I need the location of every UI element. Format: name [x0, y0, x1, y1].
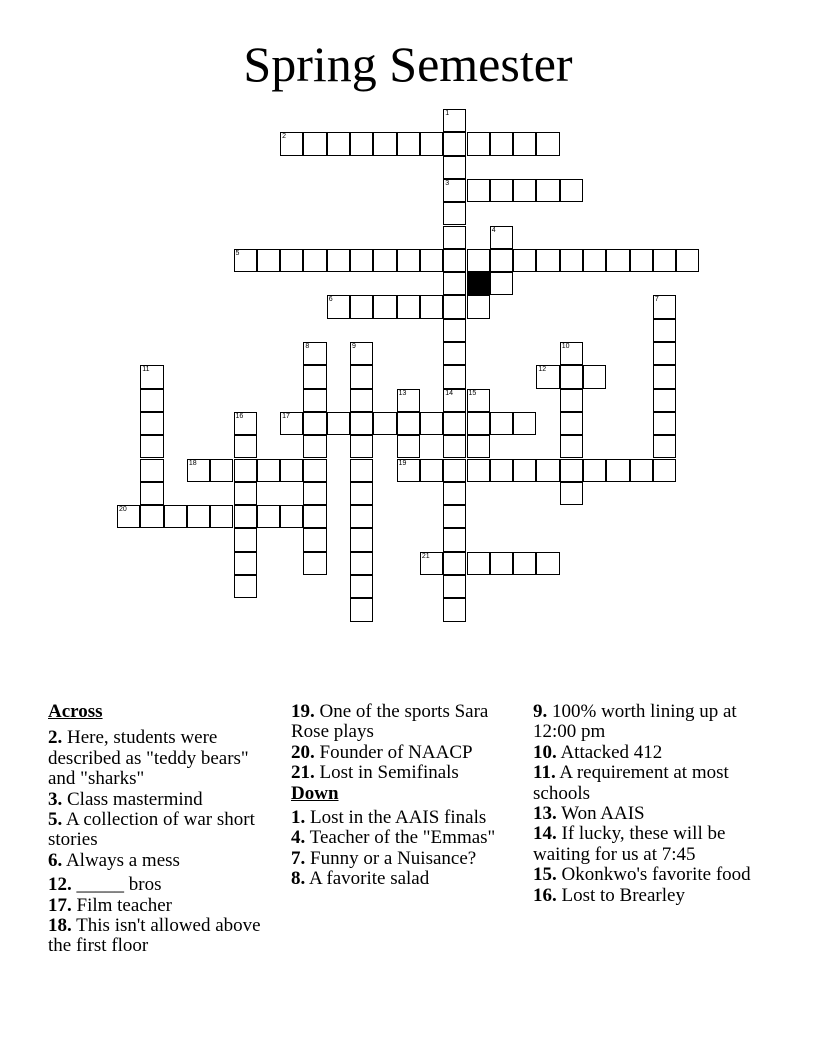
- grid-cell[interactable]: [140, 459, 163, 482]
- grid-cell-number: 16: [235, 412, 244, 420]
- grid-cell[interactable]: [443, 132, 466, 155]
- grid-cell-number: 3: [445, 179, 450, 187]
- grid-cell[interactable]: [234, 249, 257, 272]
- grid-cell[interactable]: [257, 505, 280, 528]
- grid-cell[interactable]: [303, 505, 326, 528]
- grid-cell[interactable]: [490, 226, 513, 249]
- grid-cell-number: 21: [421, 552, 430, 560]
- grid-cell[interactable]: [210, 505, 233, 528]
- grid-cell[interactable]: [443, 552, 466, 575]
- grid-cell[interactable]: [490, 272, 513, 295]
- grid-cell[interactable]: [560, 435, 583, 458]
- clue-down-14: 14. If lucky, these will be waiting for us at 7:45: [533, 823, 726, 865]
- grid-cell-number: 9: [352, 343, 356, 350]
- grid-cell[interactable]: [653, 412, 676, 435]
- grid-cell[interactable]: [350, 575, 373, 598]
- grid-cell[interactable]: [583, 249, 606, 272]
- clue-down-4: 4. Teacher of the "Emmas": [291, 827, 496, 849]
- grid-cell[interactable]: [606, 249, 629, 272]
- grid-cell-number: 2: [282, 133, 286, 141]
- grid-cell[interactable]: [676, 249, 699, 272]
- grid-cell[interactable]: [373, 295, 396, 318]
- grid-cell[interactable]: [630, 249, 653, 272]
- grid-cell[interactable]: [583, 459, 606, 482]
- grid-cell[interactable]: [234, 459, 257, 482]
- grid-cell[interactable]: [397, 412, 420, 435]
- grid-cell[interactable]: [327, 412, 350, 435]
- grid-cell[interactable]: [164, 505, 187, 528]
- grid-cell[interactable]: [513, 412, 536, 435]
- grid-cell-number: 8: [305, 343, 310, 350]
- black-block-cell: [467, 272, 490, 295]
- grid-cell[interactable]: [210, 459, 233, 482]
- grid-cell[interactable]: [350, 342, 373, 365]
- grid-cell[interactable]: [420, 132, 443, 155]
- clue-down-11: 11. A requirement at most schools: [533, 762, 729, 804]
- grid-cell[interactable]: [467, 459, 490, 482]
- grid-cell[interactable]: [443, 109, 466, 132]
- grid-cell[interactable]: [443, 528, 466, 551]
- grid-cell[interactable]: [350, 132, 373, 155]
- grid-cell[interactable]: [420, 249, 443, 272]
- grid-cell[interactable]: [443, 295, 466, 318]
- grid-cell[interactable]: [443, 179, 466, 202]
- grid-cell[interactable]: [513, 179, 536, 202]
- page-title: Spring Semester: [243, 36, 573, 92]
- grid-cell[interactable]: [467, 552, 490, 575]
- grid-cell[interactable]: [443, 156, 466, 179]
- grid-cell-number: 12: [538, 366, 547, 374]
- grid-cell[interactable]: [443, 272, 466, 295]
- across-header: Across: [48, 701, 103, 722]
- grid-cell[interactable]: [443, 365, 466, 388]
- clue-across-2: 2. Here, students were described as "teddy bears" and "sharks": [48, 727, 249, 790]
- grid-cell[interactable]: [303, 412, 326, 435]
- clue-across-20: 20. Founder of NAACP: [291, 741, 473, 763]
- grid-cell[interactable]: [140, 435, 163, 458]
- grid-cell-number: 18: [188, 459, 197, 467]
- grid-cell[interactable]: [490, 179, 513, 202]
- grid-cell[interactable]: [327, 249, 350, 272]
- grid-cell[interactable]: [560, 412, 583, 435]
- grid-cell[interactable]: [397, 389, 420, 412]
- clue-down-8: 8. A favorite salad: [291, 868, 430, 890]
- grid-cell[interactable]: [280, 132, 303, 155]
- clue-down-1: 1. Lost in the AAIS finals: [291, 807, 487, 829]
- clue-across-19: 19. One of the sports Sara Rose plays: [291, 701, 489, 743]
- grid-cell[interactable]: [350, 365, 373, 388]
- grid-cell-number: 5: [235, 249, 240, 257]
- grid-cell[interactable]: [653, 319, 676, 342]
- grid-cell[interactable]: [140, 365, 163, 388]
- grid-cell[interactable]: [536, 459, 559, 482]
- clue-down-15: 15. Okonkwo's favorite food: [533, 864, 751, 886]
- clues-column-3: [533, 702, 763, 906]
- grid-cell[interactable]: [327, 295, 350, 318]
- grid-cell-number: 10: [561, 343, 570, 350]
- grid-cell[interactable]: [560, 179, 583, 202]
- grid-cell[interactable]: [303, 249, 326, 272]
- grid-cell-number: 6: [328, 296, 333, 304]
- grid-cell[interactable]: [350, 505, 373, 528]
- grid-cell[interactable]: [373, 412, 396, 435]
- clue-down-13: 13. Won AAIS: [533, 803, 645, 825]
- grid-cell[interactable]: [420, 459, 443, 482]
- grid-cell[interactable]: [653, 389, 676, 412]
- grid-cell-number: 11: [142, 366, 150, 374]
- grid-cell[interactable]: [350, 459, 373, 482]
- grid-cell[interactable]: [257, 249, 280, 272]
- clue-across-5: 5. A collection of war short stories: [48, 809, 255, 851]
- grid-cell[interactable]: [536, 552, 559, 575]
- grid-cell[interactable]: [467, 389, 490, 412]
- clues-column-1: [48, 702, 278, 957]
- grid-cell[interactable]: [234, 575, 257, 598]
- grid-cell[interactable]: [467, 179, 490, 202]
- grid-cell[interactable]: [303, 552, 326, 575]
- grid-cell[interactable]: [303, 482, 326, 505]
- grid-cell[interactable]: [467, 249, 490, 272]
- grid-cell[interactable]: [513, 132, 536, 155]
- grid-cell[interactable]: [443, 482, 466, 505]
- grid-cell[interactable]: [560, 365, 583, 388]
- clue-down-16: 16. Lost to Brearley: [533, 884, 685, 906]
- grid-cell[interactable]: [536, 365, 559, 388]
- grid-cell[interactable]: [140, 412, 163, 435]
- clues-column-2: [291, 702, 521, 890]
- grid-cell[interactable]: [420, 295, 443, 318]
- grid-cell[interactable]: [653, 365, 676, 388]
- grid-cell[interactable]: [303, 365, 326, 388]
- grid-cell[interactable]: [420, 412, 443, 435]
- grid-cell[interactable]: [350, 435, 373, 458]
- grid-cell[interactable]: [443, 598, 466, 621]
- grid-cell[interactable]: [420, 552, 443, 575]
- grid-cell[interactable]: [397, 132, 420, 155]
- grid-cell-number: 7: [654, 296, 659, 304]
- grid-cell[interactable]: [560, 459, 583, 482]
- grid-cell[interactable]: [490, 412, 513, 435]
- grid-cell[interactable]: [490, 459, 513, 482]
- clue-down-10: 10. Attacked 412: [533, 741, 663, 763]
- grid-cell[interactable]: [490, 132, 513, 155]
- grid-cell[interactable]: [443, 342, 466, 365]
- grid-cell-number: 14: [445, 389, 453, 397]
- grid-cell[interactable]: [653, 459, 676, 482]
- clue-across-21: 21. Lost in Semifinals: [291, 762, 459, 784]
- grid-cell[interactable]: [513, 552, 536, 575]
- grid-cell[interactable]: [536, 132, 559, 155]
- grid-cell[interactable]: [140, 505, 163, 528]
- grid-cell[interactable]: [303, 389, 326, 412]
- grid-cell[interactable]: [443, 412, 466, 435]
- grid-cell[interactable]: [443, 226, 466, 249]
- grid-cell[interactable]: [350, 552, 373, 575]
- grid-cell[interactable]: [350, 528, 373, 551]
- grid-cell[interactable]: [234, 528, 257, 551]
- clue-down-7: 7. Funny or a Nuisance?: [291, 847, 477, 869]
- grid-cell-number: 17: [282, 412, 290, 420]
- clue-across-6: 6. Always a mess: [48, 849, 180, 871]
- grid-cell[interactable]: [187, 505, 210, 528]
- grid-cell[interactable]: [234, 482, 257, 505]
- grid-cell[interactable]: [280, 459, 303, 482]
- grid-cell[interactable]: [443, 319, 466, 342]
- grid-cell[interactable]: [397, 435, 420, 458]
- clue-across-18: 18. This isn't allowed above the first floor: [48, 915, 261, 957]
- grid-cell[interactable]: [303, 132, 326, 155]
- grid-cell[interactable]: [234, 505, 257, 528]
- grid-cell[interactable]: [536, 249, 559, 272]
- down-header: Down: [291, 782, 339, 804]
- grid-cell[interactable]: [350, 389, 373, 412]
- grid-cell[interactable]: [140, 482, 163, 505]
- grid-cell[interactable]: [467, 132, 490, 155]
- grid-cell[interactable]: [560, 389, 583, 412]
- grid-cell[interactable]: [583, 365, 606, 388]
- grid-cell[interactable]: [467, 412, 490, 435]
- grid-cell[interactable]: [117, 505, 140, 528]
- grid-cell[interactable]: [373, 132, 396, 155]
- grid-cell[interactable]: [327, 132, 350, 155]
- grid-cell[interactable]: [303, 528, 326, 551]
- clue-across-17: 17. Film teacher: [48, 894, 172, 916]
- grid-cell[interactable]: [234, 552, 257, 575]
- grid-cell[interactable]: [443, 459, 466, 482]
- grid-cell[interactable]: [187, 459, 210, 482]
- grid-cell[interactable]: [280, 505, 303, 528]
- grid-cell[interactable]: [443, 575, 466, 598]
- grid-cell[interactable]: [443, 202, 466, 225]
- grid-cell[interactable]: [303, 435, 326, 458]
- grid-cell[interactable]: [490, 552, 513, 575]
- grid-cell[interactable]: [630, 459, 653, 482]
- clue-down-9: 9. 100% worth lining up at 12:00 pm: [533, 701, 737, 743]
- grid-cell-number: 15: [468, 389, 477, 397]
- grid-cell-number: 13: [398, 389, 407, 397]
- grid-cell-number: 4: [491, 226, 496, 234]
- grid-cell[interactable]: [280, 249, 303, 272]
- grid-cell[interactable]: [653, 435, 676, 458]
- grid-cell[interactable]: [467, 435, 490, 458]
- grid-cell[interactable]: [443, 505, 466, 528]
- grid-cell[interactable]: [303, 342, 326, 365]
- grid-cell[interactable]: [350, 598, 373, 621]
- grid-cell[interactable]: [234, 412, 257, 435]
- grid-cell[interactable]: [536, 179, 559, 202]
- grid-cell[interactable]: [513, 459, 536, 482]
- grid-cell[interactable]: [303, 459, 326, 482]
- clue-across-12: 12. _____ bros: [48, 874, 162, 896]
- grid-cell[interactable]: [397, 295, 420, 318]
- grid-cell-number: 19: [398, 459, 407, 467]
- grid-cell[interactable]: [350, 295, 373, 318]
- grid-cell[interactable]: [513, 249, 536, 272]
- grid-cell[interactable]: [653, 249, 676, 272]
- grid-cell[interactable]: [280, 412, 303, 435]
- grid-cell[interactable]: [653, 342, 676, 365]
- grid-cell[interactable]: [350, 412, 373, 435]
- grid-cell[interactable]: [350, 249, 373, 272]
- grid-cell-number: 1: [445, 110, 450, 117]
- grid-cell[interactable]: [397, 249, 420, 272]
- grid-cell[interactable]: [373, 249, 396, 272]
- grid-cell[interactable]: [397, 459, 420, 482]
- grid-cell[interactable]: [443, 435, 466, 458]
- grid-cell[interactable]: [257, 459, 280, 482]
- grid-cell[interactable]: [234, 435, 257, 458]
- grid-cell-number: 20: [119, 506, 127, 514]
- grid-cell[interactable]: [467, 295, 490, 318]
- grid-cell[interactable]: [140, 389, 163, 412]
- grid-cell[interactable]: [560, 249, 583, 272]
- grid-cell[interactable]: [443, 249, 466, 272]
- grid-cell[interactable]: [560, 342, 583, 365]
- grid-cell[interactable]: [350, 482, 373, 505]
- grid-cell[interactable]: [490, 249, 513, 272]
- grid-cell[interactable]: [653, 295, 676, 318]
- grid-cell[interactable]: [443, 389, 466, 412]
- grid-cell[interactable]: [606, 459, 629, 482]
- clue-across-3: 3. Class mastermind: [48, 788, 203, 810]
- grid-cell[interactable]: [560, 482, 583, 505]
